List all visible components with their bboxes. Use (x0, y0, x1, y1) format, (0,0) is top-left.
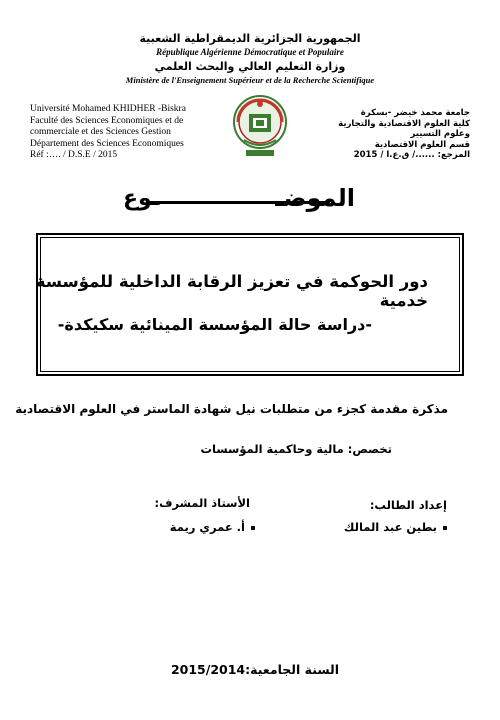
subject-heading: الموضـ (275, 184, 355, 212)
student-name: بطين عبد المالك (343, 520, 437, 534)
ministry-french: Ministère de l'Enseignement Supérieur et de la Recherche Scientifique (125, 75, 375, 85)
institution-arabic-block (310, 108, 470, 161)
faculty-name-ar-1: كلية العلوم الاقتصادية والتجارية (338, 118, 470, 129)
republic-arabic: الجمهورية الجزائرية الديمقراطية الشعبية (139, 32, 361, 45)
student-entry (344, 520, 447, 534)
reference-ar: المرجع: ....../ ق.ع.ا / 2015 (353, 150, 470, 160)
thesis-title-line1: دور الحوكمة في تعزيز الرقابة الداخلية للمؤسسة خدمية (35, 272, 428, 310)
institution-french-block (30, 104, 240, 162)
faculty-name-ar-2: وعلوم التسيير (410, 129, 470, 139)
subject-tatweel-line (150, 201, 330, 204)
thesis-title-line2: -دراسة حالة المؤسسة المينائية سكيكدة- (57, 315, 372, 334)
university-name-ar: جامعة محمد خيضر -بسكرة (360, 108, 470, 118)
republic-french: République Algérienne Démocratique et Populaire (156, 47, 344, 57)
student-label: إعداد الطالب: (369, 498, 447, 512)
supervisor-label: الأستاذ المشرف: (154, 496, 250, 510)
supervisor-entry (170, 520, 255, 534)
bullet-icon (443, 526, 447, 530)
supervisor-name: أ. عمري ريمة (169, 520, 245, 534)
department-name-ar: قسم العلوم الاقتصادية (374, 139, 470, 150)
specialization: تخصص: مالية وحاكمية المؤسسات (200, 442, 392, 456)
academic-year: السنة الجامعية:2015/2014 (170, 662, 340, 677)
faculty-name-fr-2: commerciale et des Sciences Gestion (30, 127, 171, 137)
ministry-arabic: وزارة التعليم العالي والبحث العلمي (154, 60, 346, 73)
department-name-fr: Département des Sciences Economiques (30, 138, 184, 149)
university-name-fr: Université Mohamed KHIDHER -Biskra (30, 104, 186, 114)
university-logo (232, 92, 288, 160)
faculty-name-fr-1: Faculté des Sciences Economiques et de (30, 115, 184, 126)
memo-statement: مذكرة مقدمة كجزء من متطلبات نيل شهادة الماستر في العلوم الاقتصادية (15, 402, 448, 416)
subject-heading-ending: ـوع (123, 186, 160, 211)
reference-fr: Réf :…. / D.S.E / 2015 (30, 150, 118, 160)
bullet-icon (251, 526, 255, 530)
